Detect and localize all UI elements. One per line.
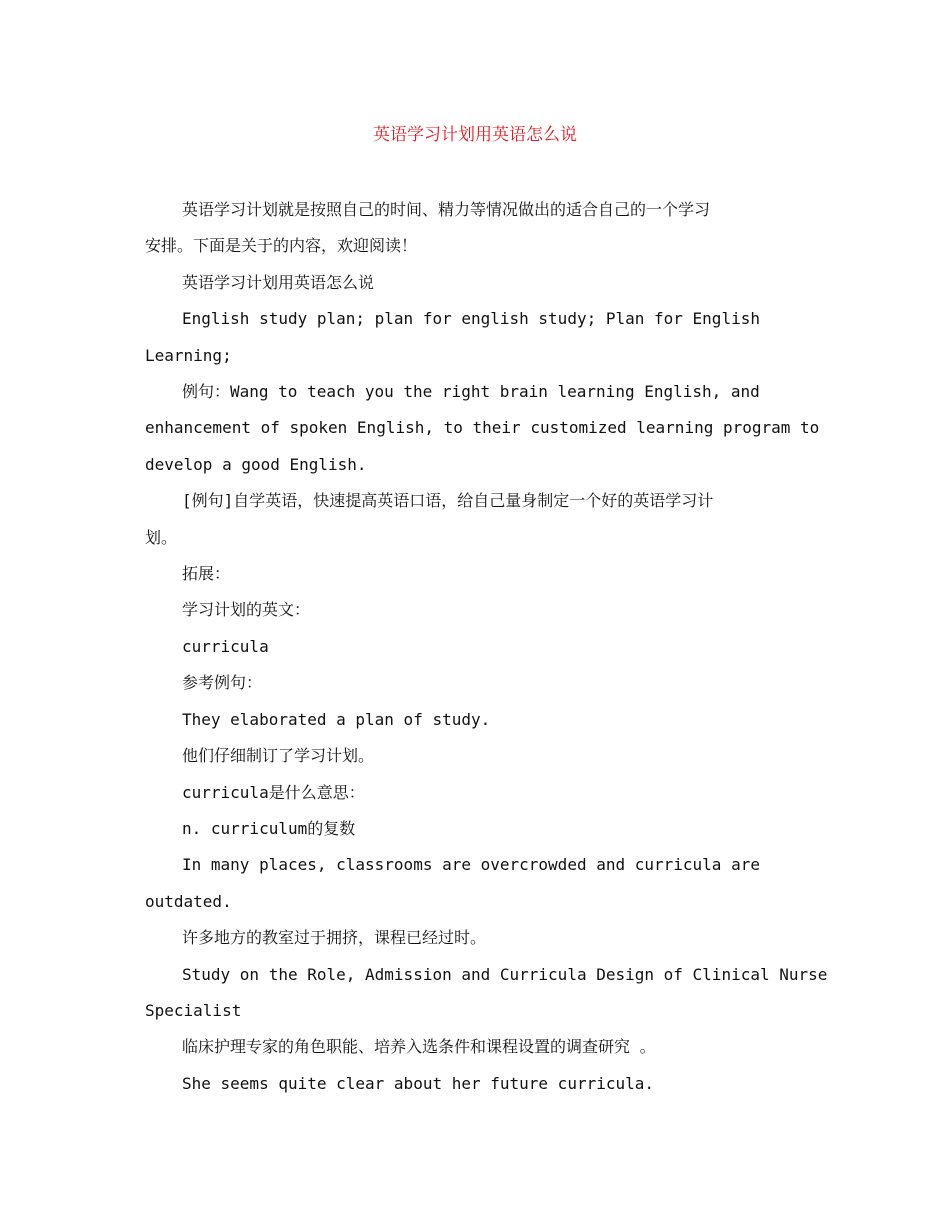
text-line: 例句：Wang to teach you the right brain learning English, and bbox=[182, 382, 760, 402]
text-line: 英语学习计划用英语怎么说 bbox=[182, 272, 375, 292]
text-line: Learning; bbox=[145, 345, 232, 365]
document-title: 英语学习计划用英语怎么说 bbox=[373, 125, 577, 145]
text-line: 学习计划的英文： bbox=[182, 600, 311, 620]
document-body bbox=[145, 192, 828, 1102]
text-line: 安排。下面是关于的内容，欢迎阅读！ bbox=[145, 236, 418, 256]
text-line: 英语学习计划就是按照自己的时间、精力等情况做出的适合自己的一个学习 bbox=[182, 200, 711, 219]
text-line: outdated. bbox=[145, 891, 232, 911]
text-line: develop a good English. bbox=[145, 454, 367, 474]
text-line: English study plan; plan for english study; Plan for English bbox=[182, 309, 760, 329]
text-line: 划。 bbox=[145, 527, 178, 547]
text-line: 他们仔细制订了学习计划。 bbox=[182, 746, 375, 766]
text-line: curricula bbox=[182, 636, 269, 656]
text-line: 许多地方的教室过于拥挤，课程已经过时。 bbox=[182, 928, 487, 948]
text-line: She seems quite clear about her future curricula. bbox=[182, 1073, 655, 1093]
text-line: enhancement of spoken English, to their customized learning program to bbox=[145, 418, 820, 438]
text-line: They elaborated a plan of study. bbox=[182, 709, 491, 729]
text-line: Study on the Role, Admission and Curricula Design of Clinical Nurse bbox=[182, 964, 828, 984]
text-line: In many places, classrooms are overcrowded and curricula are bbox=[182, 855, 760, 875]
text-line: [例句]自学英语，快速提高英语口语，给自己量身制定一个好的英语学习计 bbox=[182, 491, 714, 511]
text-line: n. curriculum的复数 bbox=[182, 818, 356, 838]
text-line: 参考例句： bbox=[182, 673, 263, 693]
text-line: 临床护理专家的角色职能、培养入选条件和课程设置的调查研究 。 bbox=[182, 1037, 656, 1057]
text-line: curricula是什么意思： bbox=[182, 782, 365, 802]
text-line: 拓展： bbox=[182, 564, 231, 584]
text-line: Specialist bbox=[145, 1000, 242, 1020]
